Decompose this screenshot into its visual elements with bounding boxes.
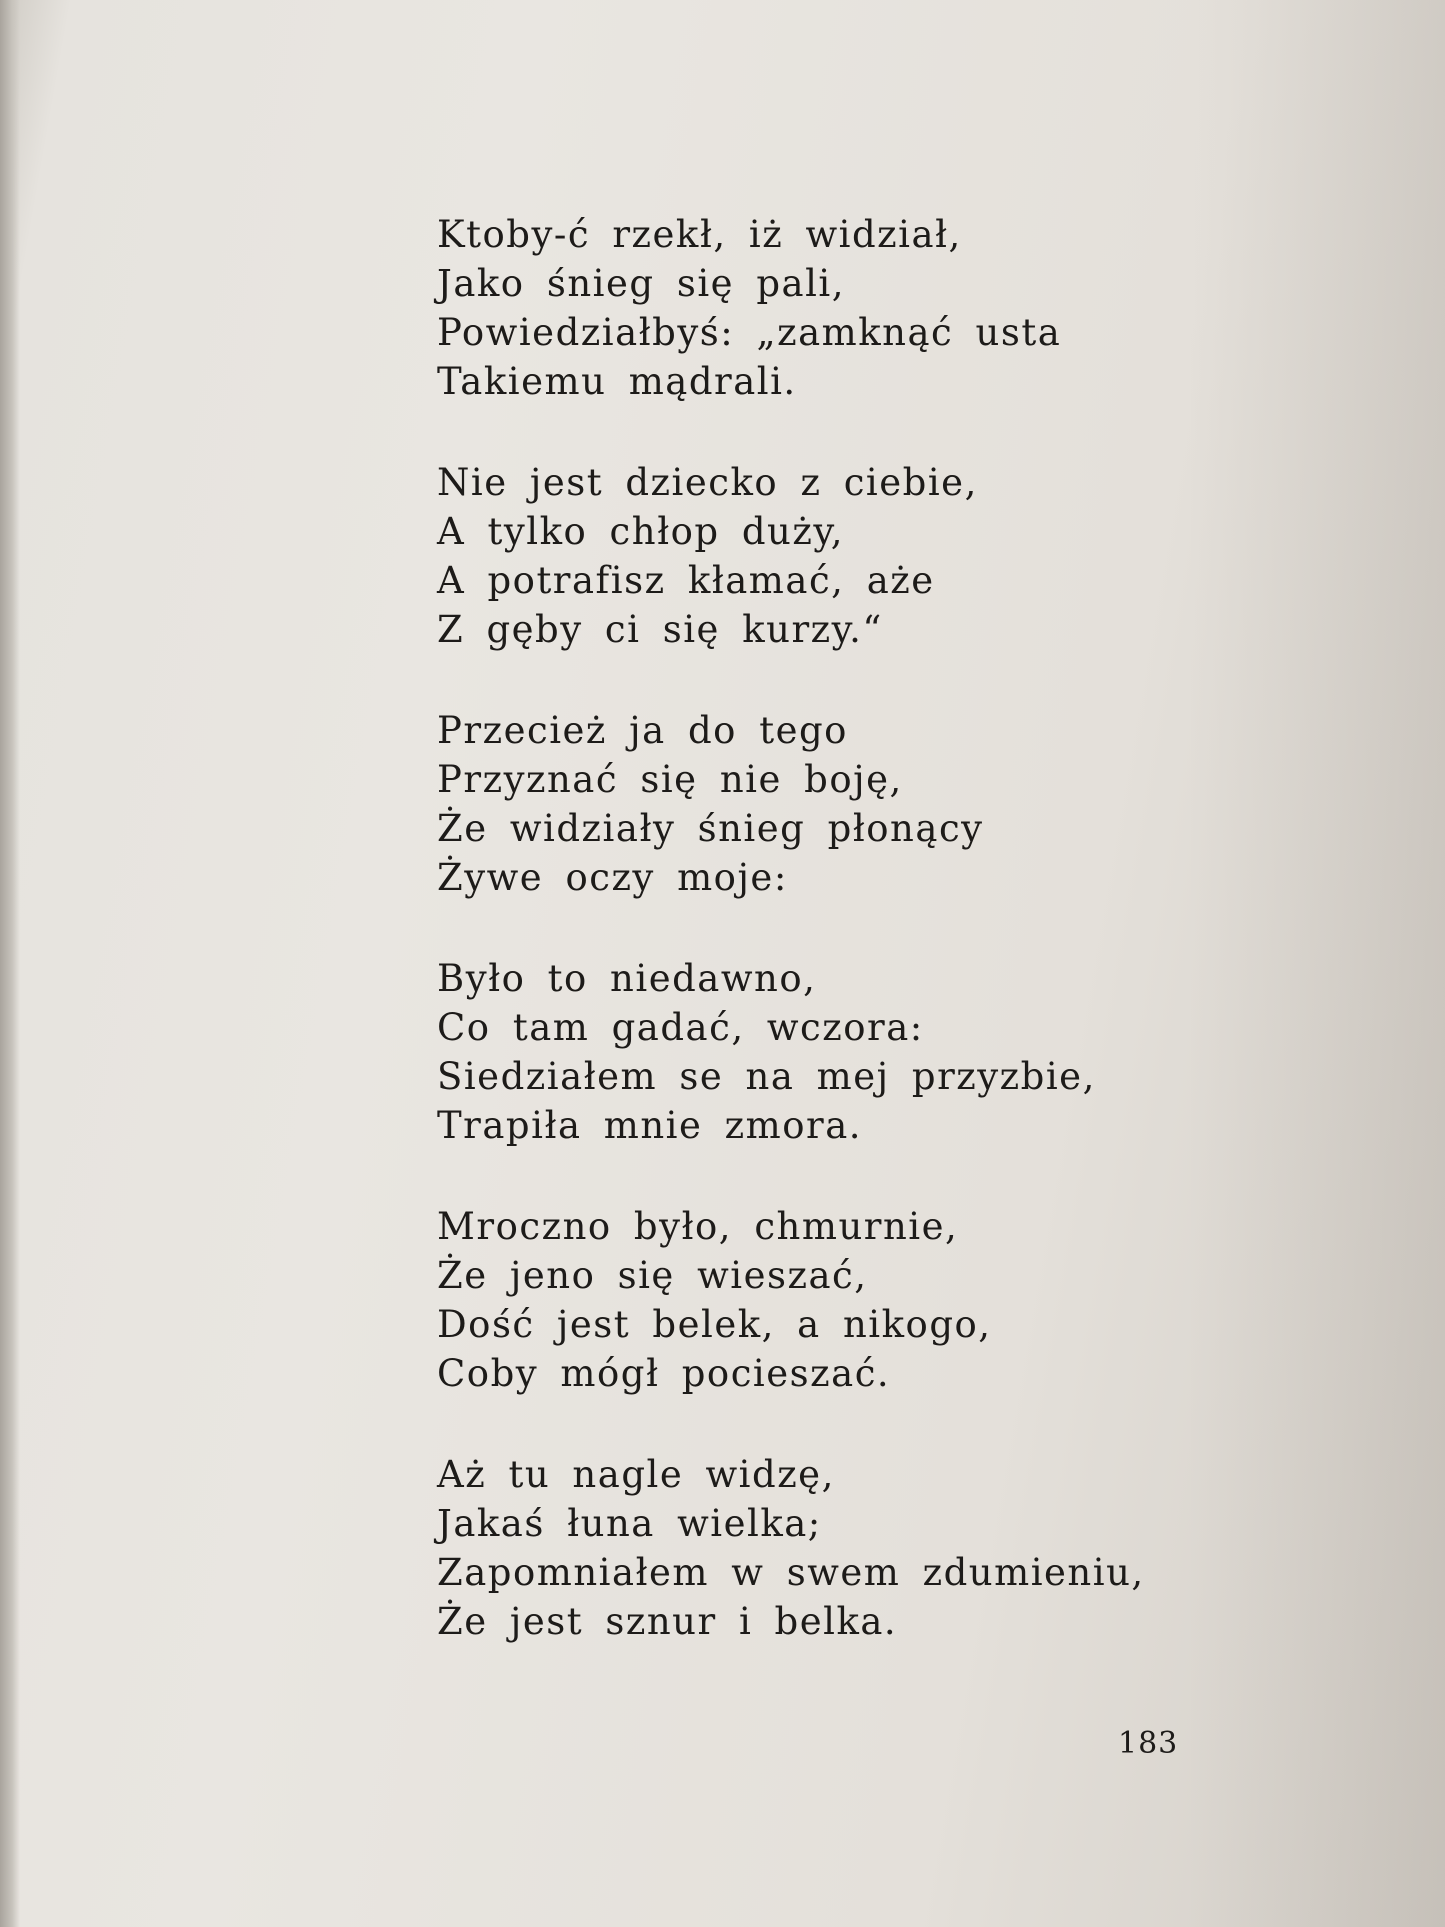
verse-line: Zapomniałem w swem zdumieniu,	[437, 1551, 1145, 1594]
verse-line: Jakaś łuna wielka;	[437, 1502, 822, 1545]
stanza-5	[437, 1202, 1077, 1398]
binding-edge	[0, 0, 20, 1927]
stanza-6	[437, 1450, 1145, 1646]
page-number: 183	[1118, 1726, 1179, 1761]
stanza-4	[437, 954, 1096, 1150]
verse-line: Powiedziałbyś: „zamknąć usta	[437, 311, 1062, 354]
verse-line: Aż tu nagle widzę,	[437, 1453, 835, 1496]
verse-line: Z gęby ci się kurzy.“	[437, 608, 883, 651]
verse-line: Trapiła mnie zmora.	[437, 1104, 863, 1147]
verse-line: Takiemu mądrali.	[437, 360, 797, 403]
verse-line: Dość jest belek, a nikogo,	[437, 1303, 992, 1346]
stanza-1	[437, 210, 1077, 406]
verse-line: A potrafisz kłamać, aże	[437, 559, 935, 602]
verse-line: Co tam gadać, wczora:	[437, 1006, 924, 1049]
poem	[437, 210, 1145, 1698]
verse-line: Że widziały śnieg płonący	[437, 807, 984, 850]
verse-line: Było to niedawno,	[437, 957, 817, 1000]
verse-line: Jako śnieg się pali,	[437, 262, 845, 305]
verse-line: A tylko chłop duży,	[437, 510, 845, 553]
verse-line: Nie jest dziecko z ciebie,	[437, 461, 978, 504]
verse-line: Siedziałem se na mej przyzbie,	[437, 1055, 1096, 1098]
verse-line: Przyznać się nie boję,	[437, 758, 903, 801]
verse-line: Ktoby-ć rzekł, iż widział,	[437, 213, 962, 256]
verse-line: Coby mógł pocieszać.	[437, 1352, 891, 1395]
verse-line: Że jest sznur i belka.	[437, 1600, 898, 1643]
page-shadow	[1185, 0, 1445, 1927]
verse-line: Przecież ja do tego	[437, 709, 848, 752]
stanza-2	[437, 458, 1077, 654]
verse-line: Żywe oczy moje:	[437, 856, 788, 899]
stanza-3	[437, 706, 1077, 902]
verse-line: Że jeno się wieszać,	[437, 1254, 868, 1297]
verse-line: Mroczno było, chmurnie,	[437, 1205, 959, 1248]
